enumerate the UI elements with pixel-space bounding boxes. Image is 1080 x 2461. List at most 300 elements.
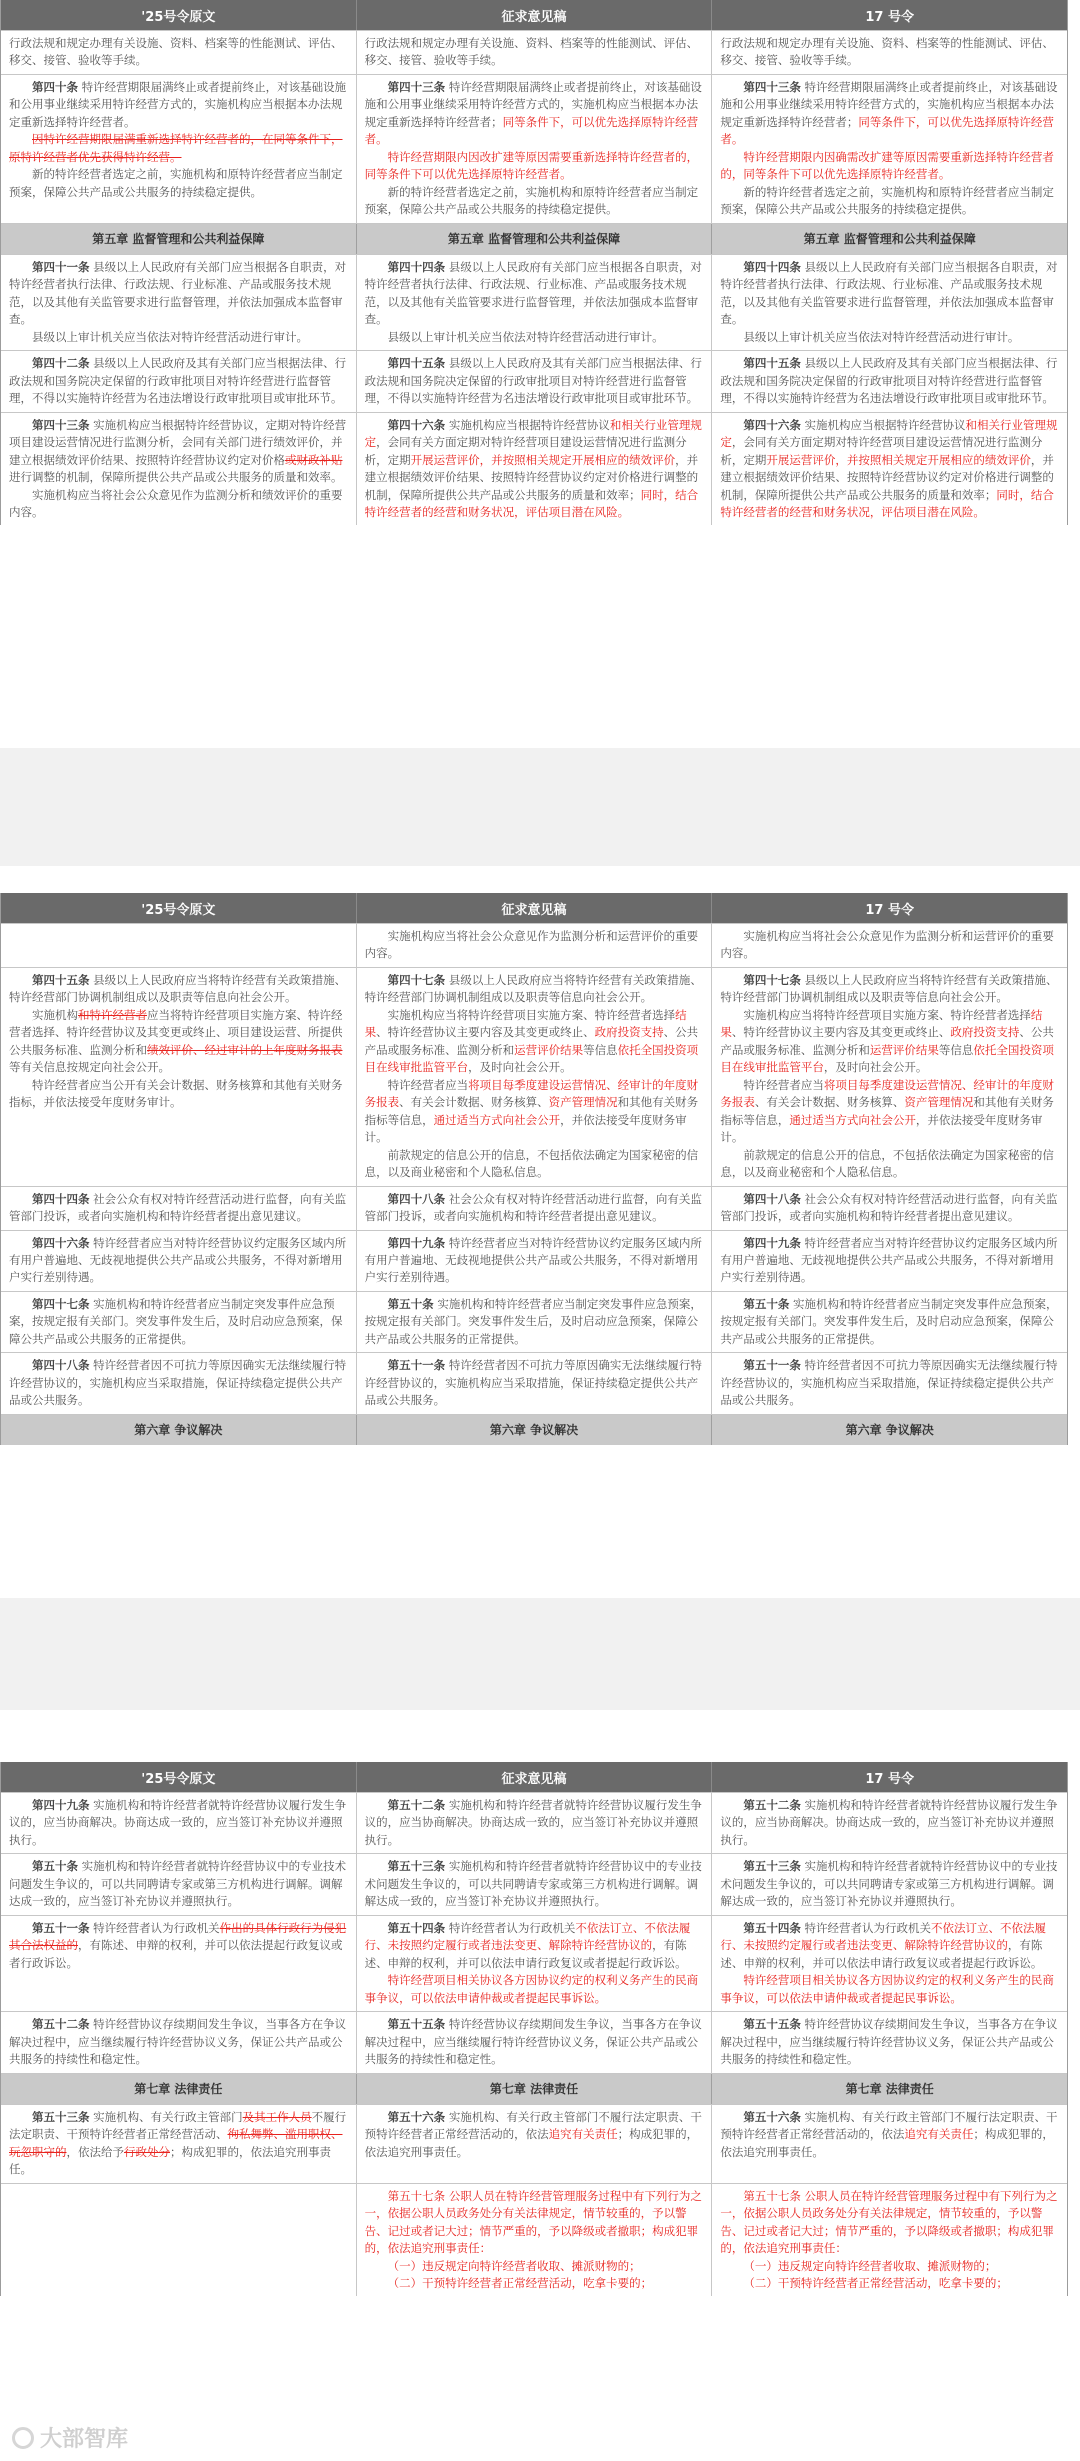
revised-text: 运营评价结果: [869, 1042, 939, 1057]
watermark-logo-icon: [12, 2427, 34, 2449]
paragraph: [720, 928, 1061, 963]
paragraph: [9, 2016, 350, 2068]
cell-order-17: [712, 1187, 1067, 1230]
paragraph: [720, 184, 1061, 219]
paragraph: [720, 1797, 1061, 1849]
chapter-title-draft: 第六章 争议解决: [357, 1415, 713, 1445]
text-segment: 县级以上人民政府有关部门应当根据各自职责，对特许经营者执行法律、行政法规、行业标准、产品或服务技术规范，以及其他有关监管要求进行监督管理，并依法加强成本监督审查。: [720, 259, 1058, 327]
revised-text: 第五十七条 公职人员在特许经营管理服务过程中有下列行为之一，依据公职人员政务处分有关法律规定，情节较重的，予以警告、记过或者记大过；情节严重的，予以降级或者撤职；构成犯罪的，依法追究刑事责任：: [364, 2188, 702, 2256]
text-segment: 行政法规和规定办理有关设施、资料、档案等的性能测试、评估、移交、接管、验收等手续。: [9, 36, 343, 68]
revised-text: 第五十七条 公职人员在特许经营管理服务过程中有下列行为之一，依据公职人员政务处分有关法律规定，情节较重的，予以警告、记过或者记大过；情节严重的，予以降级或者撤职；构成犯罪的，依法追究刑事责任：: [720, 2188, 1058, 2256]
cell-original-2025: [1, 2184, 357, 2297]
cell-order-17: [712, 968, 1067, 1186]
text-segment: 行政法规和规定办理有关设施、资料、档案等的性能测试、评估、移交、接管、验收等手续。: [364, 36, 699, 68]
paragraph: [365, 1296, 706, 1348]
cell-original-2025: [1, 924, 357, 967]
cell-order-17: [712, 1793, 1067, 1853]
revised-text: 同时，结合特许经营者的经营和财务状况，评估项目潜在风险。: [720, 487, 1054, 520]
page-gap: [0, 1598, 1080, 1710]
article-number: 第五十四条: [387, 1920, 446, 1935]
table-row: [1, 350, 1067, 411]
paragraph: [720, 2258, 1061, 2275]
text-segment: 特许经营者认为行政机关: [89, 1920, 220, 1935]
text-segment: 特许经营者应当对特许经营协议约定服务区域内所有用户普遍地、无歧视地提供公共产品或公共服务，不得对新增用户实行差别待遇。: [9, 1235, 347, 1285]
header-order-17: 17 号令: [865, 1771, 914, 1787]
text-segment: 新的特许经营者选定之前，实施机构和原特许经营者应当制定预案，保障公共产品或公共服务的持续稳定提供。: [364, 184, 699, 217]
paragraph: [720, 259, 1061, 329]
cell-order-17: [712, 2105, 1067, 2183]
cell-draft: [357, 1187, 713, 1230]
watermark: [12, 2422, 128, 2453]
article-number: 第五十条: [387, 1296, 434, 1311]
deleted-text: 行政处分: [124, 2144, 170, 2159]
paragraph: [720, 417, 1061, 522]
text-segment: 特许经营协议存续期间发生争议，当事各方在争议解决过程中，应当继续履行特许经营协议义务，保证公共产品或公共服务的持续性和稳定性。: [364, 2017, 702, 2067]
text-segment: 实施机构和特许经营者应当制定突发事件应急预案，按规定报有关部门。突发事件发生后，及时启动应急预案，保障公共产品或公共服务的正常提供。: [9, 1296, 343, 1346]
cell-draft: [357, 1292, 713, 1352]
text-segment: 特许经营协议存续期间发生争议，当事各方在争议解决过程中，应当继续履行特许经营协议义务，保证公共产品或公共服务的持续性和稳定性。: [9, 2017, 347, 2067]
article-number: 第四十八条: [32, 1358, 90, 1373]
text-segment: ，并建立根据绩效评价结果、按照特许经营协议约定对价格进行调整的机制，保障所提供公共产品或公共服务的质量和效率；: [364, 452, 699, 502]
paragraph: [365, 329, 706, 346]
paragraph: [9, 487, 350, 522]
paragraph: [9, 79, 350, 131]
article-number: 第四十七条: [743, 972, 801, 987]
header-original-2025: '25号令原文: [1, 1762, 357, 1792]
table-row: [1, 1186, 1067, 1230]
chapter-title-draft: 第五章 监督管理和公共利益保障: [357, 224, 713, 254]
paragraph: [365, 972, 706, 1007]
revised-text: 同时，结合特许经营者的经营和财务状况，评估项目潜在风险。: [364, 487, 699, 520]
text-segment: 、有关会计数据、财务核算、: [754, 1095, 905, 1110]
deleted-text: 或财政补贴: [285, 452, 343, 467]
table-row: [1, 1352, 1067, 1413]
text-segment: 特许经营者应当: [743, 1077, 824, 1092]
revised-text: 特许经营期限内因确需改扩建等原因需要重新选择特许经营者的，同等条件下可以优先选择原特许经营者。: [720, 149, 1054, 182]
revised-text: （二）干预特许经营者正常经营活动，吃拿卡要的；: [743, 2276, 1008, 2291]
table-row: [1, 1915, 1067, 2011]
paragraph: [365, 417, 706, 522]
table-row: [1, 2183, 1067, 2297]
text-segment: 、特许经营协议主要内容及其变更或终止、: [731, 1025, 951, 1040]
article-number: 第四十三条: [387, 79, 446, 94]
text-segment: 社会公众有权对特许经营活动进行监督，向有关监管部门投诉，或者向实施机构和特许经营者提出意见建议。: [9, 1191, 347, 1224]
revised-text: 同等条件下，可以优先选择原特许经营者。: [364, 114, 699, 147]
text-segment: ，并依法接受年度财务审计。: [364, 1112, 687, 1145]
text-segment: 行政法规和规定办理有关设施、资料、档案等的性能测试、评估、移交、接管、验收等手续。: [720, 36, 1054, 68]
paragraph: [720, 1235, 1061, 1287]
paragraph: [365, 35, 706, 70]
revised-text: 政府投资支持: [594, 1025, 664, 1040]
text-segment: 新的特许经营者选定之前，实施机构和原特许经营者应当制定预案，保障公共产品或公共服务的持续稳定提供。: [720, 184, 1054, 217]
article-number: 第四十五条: [387, 356, 446, 371]
table-row: [1, 30, 1067, 74]
cell-order-17: [712, 924, 1067, 967]
article-number: 第五十一条: [387, 1358, 446, 1373]
article-number: 第五十条: [32, 1859, 78, 1874]
article-number: 第五十一条: [32, 1920, 90, 1935]
text-segment: 、有关会计数据、财务核算、: [399, 1095, 549, 1110]
text-segment: 实施机构应当根据特许经营协议: [800, 417, 966, 432]
paragraph: [365, 1920, 706, 1972]
paragraph: [365, 1972, 706, 2007]
text-segment: 特许经营者因不可抗力等原因确实无法继续履行特许经营协议的，实施机构应当采取措施，保证持续稳定提供公共产品或公共服务。: [364, 1358, 702, 1408]
text-segment: 特许经营协议存续期间发生争议，当事各方在争议解决过程中，应当继续履行特许经营协议义务，保证公共产品或公共服务的持续性和稳定性。: [720, 2017, 1058, 2067]
table-row: [1, 74, 1067, 223]
chapter-heading-row: [1, 1414, 1067, 1445]
deleted-text: 作出的具体行政行为侵犯其合法权益的: [9, 1920, 347, 1953]
text-segment: ，及时向社会公开。: [468, 1060, 572, 1075]
text-segment: 实施机构和特许经营者应当制定突发事件应急预案，按规定报有关部门。突发事件发生后，及时启动应急预案，保障公共产品或公共服务的正常提供。: [720, 1296, 1058, 1346]
revised-text: （一）违反规定向特许经营者收取、摊派财物的；: [743, 2258, 997, 2273]
cell-original-2025: [1, 1793, 357, 1853]
paragraph: [365, 79, 706, 149]
text-segment: 实施机构和特许经营者就特许经营协议履行发生争议的，应当协商解决。协商达成一致的，应当签订补充协议并遵照执行。: [720, 1798, 1058, 1847]
paragraph: [9, 1797, 350, 1849]
paragraph: [365, 1797, 706, 1849]
paragraph: [365, 2275, 706, 2292]
article-number: 第五十一条: [743, 1358, 801, 1373]
cell-original-2025: [1, 1292, 357, 1352]
text-segment: 实施机构应当根据特许经营协议: [445, 417, 610, 432]
text-segment: 实施机构应当将特许经营项目实施方案、特许经营者选择: [387, 1007, 676, 1022]
paragraph: [365, 1235, 706, 1287]
revised-text: 通过适当方式向社会公开: [789, 1112, 916, 1127]
text-segment: 新的特许经营者选定之前，实施机构和原特许经营者应当制定预案，保障公共产品或公共服务的持续稳定提供。: [9, 167, 343, 199]
paragraph: [9, 1357, 350, 1409]
revised-text: 追究有关责任: [548, 2127, 618, 2142]
table-row: [1, 923, 1067, 967]
paragraph: [9, 1007, 350, 1077]
article-number: 第四十六条: [32, 1235, 90, 1250]
table-row: [1, 2011, 1067, 2072]
text-segment: ；构成犯罪的，依法追究刑事责任。: [720, 2127, 1054, 2159]
revised-text: 特许经营期限内因改扩建等原因需要重新选择特许经营者的，同等条件下可以优先选择原特许经营者。: [364, 149, 699, 182]
article-number: 第四十八条: [743, 1191, 801, 1206]
text-segment: ，会同有关方面定期对特许经营项目建设运营情况进行监测分析，定期: [720, 435, 1043, 467]
article-number: 第五十三条: [743, 1859, 801, 1874]
cell-draft: [357, 351, 713, 411]
text-segment: 、特许经营协议主要内容及其变更或终止、: [376, 1025, 595, 1040]
paragraph: [720, 2188, 1061, 2258]
article-number: 第四十七条: [32, 1296, 90, 1311]
chapter-heading-row: [1, 2073, 1067, 2104]
revised-text: 将项目每季度建设运营情况、经审计的年度财务报表: [364, 1077, 699, 1110]
article-number: 第五十二条: [387, 1798, 446, 1812]
cell-original-2025: [1, 1353, 357, 1413]
cell-order-17: [712, 31, 1067, 74]
paragraph: [365, 259, 706, 329]
text-segment: ，会同有关方面定期对特许经营项目建设运营情况进行监测分析，定期: [364, 435, 687, 467]
chapter-title-original-2025: 第五章 监督管理和公共利益保障: [1, 224, 357, 254]
chapter-title-order-17: 第五章 监督管理和公共利益保障: [803, 231, 976, 246]
revised-text: 政府投资支持: [950, 1025, 1020, 1040]
revised-text: 特许经营项目相关协议各方因协议约定的权利义务产生的民商事争议，可以依法申请仲裁或者提起民事诉讼。: [720, 1973, 1054, 2005]
revised-text: 资产管理情况: [548, 1095, 618, 1110]
article-number: 第四十条: [32, 79, 78, 94]
revised-text: 依托全国投资项目在线审批监管平台: [364, 1042, 699, 1075]
text-segment: 实施机构和特许经营者就特许经营协议中的专业技术问题发生争议的，可以共同聘请专家或第三方机构进行调解。调解达成一致的，应当签订补充协议并遵照执行。: [720, 1859, 1058, 1909]
table-row: [1, 1230, 1067, 1291]
paragraph: [9, 166, 350, 201]
text-segment: 县级以上人民政府及其有关部门应当根据法律、行政法规和国务院决定保留的行政审批项目对特许经营进行监督管理，不得以实施特许经营为名违法增设行政审批项目或审批环节。: [9, 356, 347, 406]
article-number: 第四十三条: [32, 417, 90, 432]
text-segment: ，及时向社会公开。: [823, 1060, 928, 1075]
paragraph: [9, 417, 350, 487]
paragraph: [9, 1235, 350, 1287]
text-segment: 应当将特许经营项目实施方案、特许经营者选择、特许经营协议及其变更或终止、项目建设运营、所提供公共服务标准、监测分析和: [9, 1007, 343, 1057]
cell-order-17: [712, 255, 1067, 350]
cell-original-2025: [1, 968, 357, 1186]
paragraph: [9, 1296, 350, 1348]
paragraph: [9, 1920, 350, 1972]
paragraph: [720, 972, 1061, 1007]
chapter-title-draft: 第七章 法律责任: [357, 2074, 713, 2104]
text-segment: ，并依法接受年度财务审计。: [720, 1112, 1043, 1145]
text-segment: 县级以上人民政府应当将特许经营有关政策措施、特许经营部门协调机制组成以及职责等信息向社会公开。: [364, 972, 702, 1005]
text-segment: 前款规定的信息公开的信息，不包括依法确定为国家秘密的信息，以及商业秘密和个人隐私信息。: [364, 1147, 699, 1180]
cell-draft: [357, 1793, 713, 1853]
text-segment: 县级以上审计机关应当依法对特许经营活动进行审计。: [743, 329, 1020, 344]
revised-text: 和相关行业管理规定: [720, 417, 1058, 450]
cell-original-2025: [1, 1231, 357, 1291]
cell-draft: [357, 255, 713, 350]
header-order-17: 17 号令: [865, 902, 914, 918]
cell-draft: [357, 413, 713, 526]
deleted-text: 绩效评价、经过审计的上年度财务报表: [147, 1042, 343, 1057]
text-segment: 实施机构和特许经营者应当制定突发事件应急预案，按规定报有关部门。突发事件发生后，及时启动应急预案，保障公共产品或公共服务的正常提供。: [364, 1296, 702, 1346]
text-segment: 社会公众有权对特许经营活动进行监督，向有关监管部门投诉，或者向实施机构和特许经营者提出意见建议。: [720, 1191, 1058, 1224]
text-segment: 实施机构和特许经营者就特许经营协议履行发生争议的，应当协商解决。协商达成一致的，应当签订补充协议并遵照执行。: [9, 1798, 347, 1847]
revised-text: 开展运营评价，并按照相关规定开展相应的绩效评价: [410, 452, 676, 467]
table-row: [1, 254, 1067, 350]
paragraph: [365, 149, 706, 184]
paragraph: [720, 355, 1061, 407]
table-row: [1, 1853, 1067, 1914]
text-segment: 进行调整的机制，保障所提供公共产品或公共服务的质量和效率。: [9, 470, 343, 485]
cell-original-2025: [1, 2012, 357, 2072]
paragraph: [9, 131, 350, 166]
paragraph: [365, 2109, 706, 2161]
article-number: 第四十一条: [32, 259, 90, 274]
cell-draft: [357, 2012, 713, 2072]
table-header: [1, 0, 1067, 30]
paragraph: [9, 1191, 350, 1226]
paragraph: [720, 329, 1061, 346]
cell-order-17: [712, 1916, 1067, 2011]
text-segment: 县级以上审计机关应当依法对特许经营活动进行审计。: [32, 329, 308, 344]
text-segment: 县级以上人民政府及其有关部门应当根据法律、行政法规和国务院决定保留的行政审批项目对特许经营进行监督管理，不得以实施特许经营为名违法增设行政审批项目或审批环节。: [364, 356, 702, 406]
text-segment: ；构成犯罪的，依法追究刑事责任。: [364, 2127, 699, 2159]
article-number: 第五十五条: [387, 2017, 446, 2032]
cell-order-17: [712, 2184, 1067, 2297]
paragraph: [9, 355, 350, 407]
paragraph: [9, 259, 350, 329]
deleted-text: 因特许经营期限届满重新选择特许经营者的，在同等条件下，原特许经营者优先获得特许经营。: [9, 132, 343, 164]
cell-original-2025: [1, 351, 357, 411]
article-number: 第五十二条: [32, 2017, 90, 2032]
text-segment: 、公共产品或服务标准、监测分析和: [720, 1025, 1054, 1057]
cell-draft: [357, 1353, 713, 1413]
article-number: 第四十九条: [387, 1235, 446, 1250]
paragraph: [365, 1077, 706, 1147]
header-draft: 征求意见稿: [357, 893, 713, 923]
cell-draft: [357, 2105, 713, 2183]
revised-text: 将项目每季度建设运营情况、经审计的年度财务报表: [720, 1077, 1054, 1110]
article-number: 第四十二条: [32, 356, 90, 371]
paragraph: [9, 329, 350, 346]
cell-draft: [357, 2184, 713, 2297]
text-segment: 实施机构和特许经营者就特许经营协议履行发生争议的，应当协商解决。协商达成一致的，应当签订补充协议并遵照执行。: [364, 1798, 702, 1847]
text-segment: ；构成犯罪的，依法追究刑事责任。: [9, 2144, 331, 2177]
paragraph: [9, 35, 350, 70]
chapter-title-original-2025: 第六章 争议解决: [1, 1415, 357, 1445]
cell-original-2025: [1, 1187, 357, 1230]
paragraph: [720, 2275, 1061, 2292]
paragraph: [9, 1858, 350, 1910]
text-segment: 实施机构、有关行政主管部门不履行法定职责、干预特许经营者正常经营活动的，依法: [720, 2109, 1058, 2142]
cell-order-17: [712, 1292, 1067, 1352]
paragraph: [9, 1077, 350, 1112]
header-draft: 征求意见稿: [357, 0, 713, 30]
table-row: [1, 967, 1067, 1186]
text-segment: 实施机构和特许经营者就特许经营协议中的专业技术问题发生争议的，可以共同聘请专家或第三方机构进行调解。调解达成一致的，应当签订补充协议并遵照执行。: [364, 1859, 702, 1909]
cell-order-17: [712, 1854, 1067, 1914]
cell-order-17: [712, 413, 1067, 526]
text-segment: 县级以上人民政府有关部门应当根据各自职责，对特许经营者执行法律、行政法规、行业标准、产品或服务技术规范，以及其他有关监管要求进行监督管理，并依法加强成本监督审查。: [9, 259, 347, 327]
cell-order-17: [712, 351, 1067, 411]
cell-original-2025: [1, 75, 357, 223]
comparison-table-page-2: [0, 893, 1068, 1445]
text-segment: ，并建立根据绩效评价结果、按照特许经营协议约定对价格进行调整的机制，保障所提供公共产品或公共服务的质量和效率；: [720, 452, 1054, 502]
paragraph: [365, 1147, 706, 1182]
paragraph: [720, 1972, 1061, 2007]
cell-order-17: [712, 2012, 1067, 2072]
cell-original-2025: [1, 1916, 357, 2011]
text-segment: 实施机构应当将社会公众意见作为监测分析和运营评价的重要内容。: [364, 929, 699, 961]
text-segment: 等信息: [583, 1042, 618, 1057]
cell-original-2025: [1, 413, 357, 526]
paragraph: [365, 1858, 706, 1910]
text-segment: 实施机构应当根据特许经营协议，定期对特许经营项目建设运营情况进行监测分析，会同有关部门进行绩效评价，并建立根据绩效评价结果、按照特许经营协议约定对价格: [9, 417, 347, 467]
paragraph: [365, 1007, 706, 1077]
article-number: 第五十条: [743, 1296, 790, 1311]
article-number: 第五十四条: [743, 1920, 801, 1935]
table-row: [1, 1291, 1067, 1352]
revised-text: 结果: [364, 1007, 687, 1040]
article-number: 第四十八条: [387, 1191, 446, 1206]
paragraph: [365, 2258, 706, 2275]
revised-text: （二）干预特许经营者正常经营活动，吃拿卡要的；: [387, 2276, 653, 2291]
cell-draft: [357, 75, 713, 223]
cell-original-2025: [1, 255, 357, 350]
text-segment: 县级以上人民政府应当将特许经营有关政策措施、特许经营部门协调机制组成以及职责等信息向社会公开。: [9, 972, 347, 1005]
revised-text: 依托全国投资项目在线审批监管平台: [720, 1042, 1054, 1075]
text-segment: 社会公众有权对特许经营活动进行监督，向有关监管部门投诉，或者向实施机构和特许经营者提出意见建议。: [364, 1191, 702, 1224]
text-segment: 县级以上人民政府应当将特许经营有关政策措施、特许经营部门协调机制组成以及职责等信息向社会公开。: [720, 972, 1058, 1005]
table-header: [1, 893, 1067, 923]
revised-text: 结果: [720, 1007, 1043, 1040]
cell-draft: [357, 1231, 713, 1291]
cell-original-2025: [1, 31, 357, 74]
chapter-title-order-17: 第六章 争议解决: [845, 1422, 934, 1437]
cell-draft: [357, 924, 713, 967]
text-segment: 和其他有关财务指标等信息，: [364, 1095, 699, 1127]
text-segment: 县级以上审计机关应当依法对特许经营活动进行审计。: [387, 329, 664, 344]
text-segment: 特许经营期限届满终止或者提前终止，对该基础设施和公用事业继续采用特许经营方式的，实施机构应当根据本办法规定重新选择特许经营者；: [720, 79, 1058, 129]
text-segment: 特许经营者应当对特许经营协议约定服务区域内所有用户普遍地、无歧视地提供公共产品或公共服务，不得对新增用户实行差别待遇。: [364, 1235, 702, 1285]
article-number: 第四十四条: [743, 259, 801, 274]
cell-order-17: [712, 75, 1067, 223]
comparison-table-page-3: [0, 1762, 1068, 2296]
comparison-table-page-1: [0, 0, 1068, 525]
table-row: [1, 2104, 1067, 2183]
text-segment: 等有关信息按规定向社会公开。: [9, 1060, 170, 1075]
text-segment: 特许经营者应当公开有关会计数据、财务核算和其他有关财务指标，并依法接受年度财务审计。: [9, 1077, 343, 1110]
text-segment: 不履行法定职责、干预特许经营者正常经营活动、: [9, 2109, 347, 2142]
article-number: 第四十五条: [32, 972, 90, 987]
paragraph: [720, 149, 1061, 184]
paragraph: [720, 1147, 1061, 1182]
revised-text: 通过适当方式向社会公开: [433, 1112, 561, 1127]
chapter-title-original-2025: 第七章 法律责任: [1, 2074, 357, 2104]
text-segment: 特许经营者因不可抗力等原因确实无法继续履行特许经营协议的，实施机构应当采取措施，保证持续稳定提供公共产品或公共服务。: [720, 1358, 1058, 1408]
article-number: 第四十五条: [743, 356, 801, 371]
text-segment: ，有陈述、申辩的权利，并可以依法申请行政复议或者提起行政诉讼。: [364, 1938, 687, 1970]
chapter-heading-row: [1, 223, 1067, 254]
text-segment: 实施机构: [32, 1007, 78, 1022]
revised-text: 资产管理情况: [904, 1095, 974, 1110]
text-segment: 实施机构应当将社会公众意见作为监测分析和运营评价的重要内容。: [720, 929, 1054, 961]
paragraph: [365, 1191, 706, 1226]
paragraph: [720, 79, 1061, 149]
article-number: 第五十三条: [387, 1859, 446, 1874]
cell-draft: [357, 1916, 713, 2011]
text-segment: 特许经营期限届满终止或者提前终止，对该基础设施和公用事业继续采用特许经营方式的，实施机构应当根据本办法规定重新选择特许经营者。: [9, 79, 347, 129]
text-segment: ，依法给予: [66, 2144, 124, 2159]
text-segment: 特许经营者应当: [387, 1077, 469, 1092]
header-original-2025: '25号令原文: [1, 0, 357, 30]
cell-draft: [357, 31, 713, 74]
text-segment: 实施机构、有关行政主管部门不履行法定职责、干预特许经营者正常经营活动的，依法: [364, 2109, 702, 2142]
text-segment: 等信息: [938, 1042, 974, 1057]
paragraph: [720, 2016, 1061, 2068]
article-number: 第五十五条: [743, 2017, 801, 2032]
article-number: 第五十三条: [32, 2109, 90, 2124]
revised-text: 同等条件下，可以优先选择原特许经营者。: [720, 114, 1054, 147]
revised-text: 追究有关责任: [904, 2127, 974, 2142]
header-order-17: 17 号令: [865, 9, 914, 25]
article-number: 第五十二条: [743, 1798, 801, 1812]
text-segment: 特许经营期限届满终止或者提前终止，对该基础设施和公用事业继续采用特许经营方式的，实施机构应当根据本办法规定重新选择特许经营者；: [364, 79, 702, 129]
deleted-text: 徇私舞弊、滥用职权、玩忽职守的: [9, 2127, 343, 2159]
revised-text: 运营评价结果: [514, 1042, 584, 1057]
paragraph: [720, 1296, 1061, 1348]
table-row: [1, 412, 1067, 526]
table-row: [1, 1792, 1067, 1853]
text-segment: ，有陈述、申辩的权利，并可以依法提起行政复议或者行政诉讼。: [9, 1938, 343, 1970]
article-number: 第四十四条: [32, 1191, 90, 1206]
paragraph: [720, 35, 1061, 70]
header-draft: 征求意见稿: [357, 1762, 713, 1792]
header-original-2025: '25号令原文: [1, 893, 357, 923]
table-header: [1, 1762, 1067, 1792]
paragraph: [720, 1007, 1061, 1077]
cell-original-2025: [1, 1854, 357, 1914]
revised-text: 不依法订立、不依法履行、未按照约定履行或者违法变更、解除特许经营协议的: [720, 1920, 1046, 1953]
cell-draft: [357, 1854, 713, 1914]
cell-original-2025: [1, 2105, 357, 2183]
